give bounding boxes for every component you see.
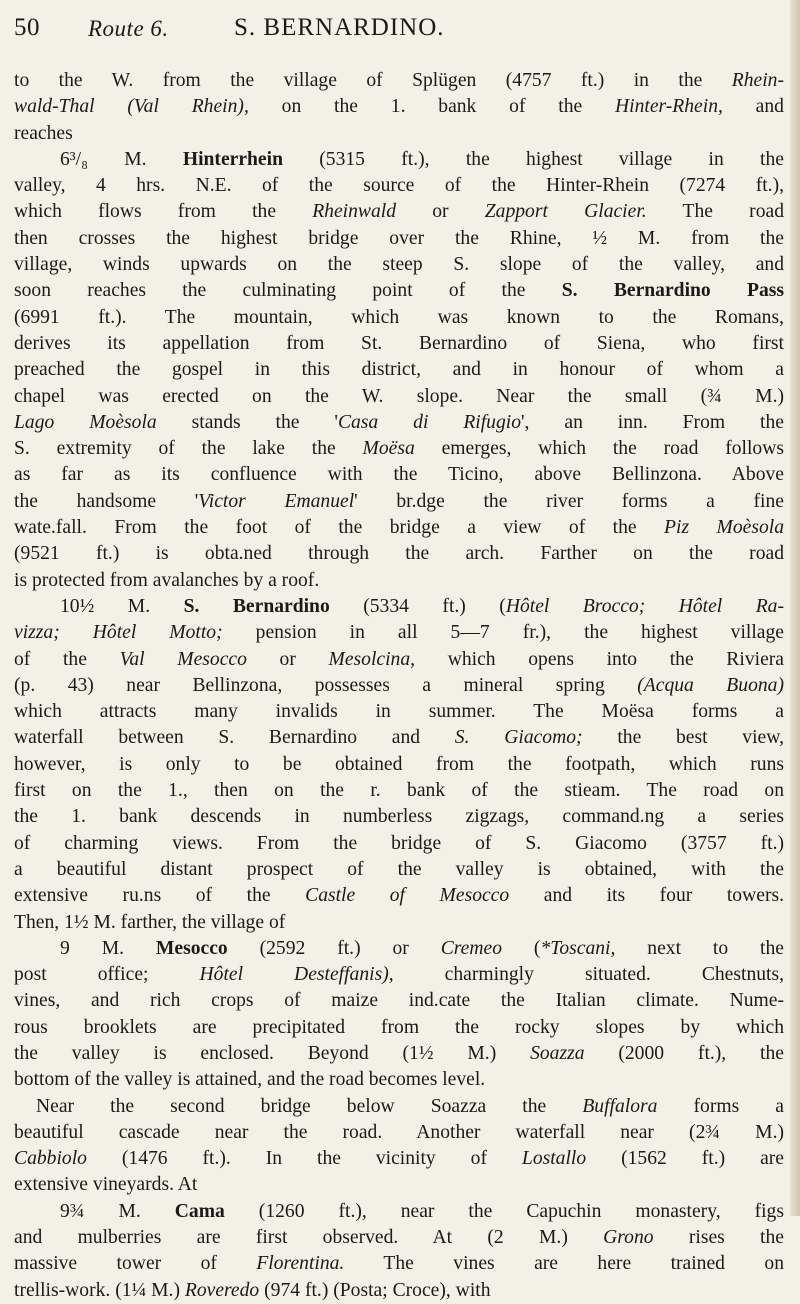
text-line — [14, 462, 784, 488]
text-run: the 1. bank descends in numberless zigzags, command.ng a series — [14, 806, 784, 828]
text-run: wald-Thal (Val Rhein), — [14, 96, 249, 118]
text-run: 10½ M. — [60, 595, 184, 617]
text-run: 9¾ M. — [60, 1200, 175, 1222]
text-line — [14, 147, 784, 173]
text-run: ' br.dge the river forms a fine — [354, 490, 784, 512]
text-line — [14, 384, 784, 410]
text-line — [14, 699, 784, 725]
text-line — [14, 331, 784, 357]
text-line — [14, 436, 784, 462]
text-run: forms a — [657, 1095, 784, 1117]
route-label: Route 6. — [88, 16, 169, 41]
text-run: is protected from avalanches by a roof. — [14, 569, 320, 591]
text-run: emerges, which the road follows — [414, 438, 784, 460]
text-run: of the — [14, 648, 120, 670]
text-run: the handsome ' — [14, 490, 199, 512]
text-run: pension in all 5—7 fr.), the highest village — [222, 622, 784, 644]
text-run: to the W. from the village of Splügen (4757 ft.) in the — [14, 70, 732, 91]
text-line — [14, 857, 784, 883]
text-run: S. extremity of the lake the — [14, 438, 363, 460]
text-run: Hinterrhein — [182, 148, 283, 170]
text-run: Zapport Glacier. — [484, 201, 647, 223]
place-heading: S. BERNARDINO. — [234, 14, 445, 41]
text-run: soon reaches the culminating point of the — [14, 280, 562, 302]
text-line — [14, 94, 784, 120]
text-line — [14, 121, 784, 147]
text-run: valley, 4 hrs. N.E. of the source of the Hinter-Rhein (7274 ft.), — [14, 175, 784, 197]
text-line — [14, 68, 784, 94]
text-run: then crosses the highest bridge over the Rhine, ½ M. from the — [14, 227, 784, 249]
text-run: Buffalora — [582, 1095, 658, 1117]
text-run: (2592 ft.) or — [227, 937, 441, 959]
text-line — [14, 515, 784, 541]
text-line — [14, 1172, 784, 1198]
text-line — [14, 357, 784, 383]
text-line — [14, 910, 784, 936]
text-run: beautiful cascade near the road. Another waterfall near (2¾ M.) — [14, 1121, 784, 1143]
text-line — [14, 988, 784, 1014]
text-run: reaches — [14, 122, 73, 144]
text-line — [14, 647, 784, 673]
text-run: The road — [646, 201, 784, 223]
text-run: extensive vineyards. At — [14, 1174, 198, 1196]
text-line — [14, 725, 784, 751]
text-run: extensive ru.ns of the — [14, 885, 306, 907]
text-run: which opens into the Riviera — [415, 648, 784, 670]
text-run: Cama — [174, 1200, 225, 1222]
text-line — [14, 1225, 784, 1251]
text-run: Hinter-Rhein, — [615, 96, 723, 118]
text-line — [14, 1146, 784, 1172]
text-run: as far as its confluence with the Ticino, above Bellinzona. Above — [14, 464, 784, 486]
text-run: Roveredo — [184, 1279, 260, 1301]
text-run: which flows from the — [14, 201, 313, 223]
text-run: Val Mesocco — [119, 648, 247, 670]
text-run: (5334 ft.) ( — [329, 595, 506, 617]
text-run: preached the gospel in this district, and in honour of whom a — [14, 359, 784, 381]
text-line — [14, 1199, 784, 1225]
text-line — [14, 1067, 784, 1093]
text-line — [14, 936, 784, 962]
text-run: Lostallo — [521, 1148, 587, 1170]
text-run: Casa di Rifugio — [337, 411, 522, 433]
text-line — [14, 305, 784, 331]
text-run: the best view, — [582, 727, 784, 749]
text-run: Rheinwald — [312, 201, 397, 223]
text-run: S. Giacomo; — [454, 727, 583, 749]
text-run: massive tower of — [14, 1253, 257, 1275]
running-header — [14, 14, 774, 50]
text-run: of charming views. From the bridge of S. Giacomo (3757 ft.) — [14, 832, 784, 854]
text-run: waterfall between S. Bernardino and — [14, 727, 455, 749]
text-run: village, winds upwards on the steep S. slope of the valley, and — [14, 254, 784, 276]
text-run: (1562 ft.) are — [586, 1148, 784, 1170]
text-run: (974 ft.) (Posta; Croce), with — [259, 1279, 491, 1301]
text-run: which attracts many invalids in summer. The Moësa forms a — [14, 701, 784, 723]
text-run: Mesocco — [155, 937, 228, 959]
page-number: 50 — [14, 14, 40, 41]
text-run: 6³/₈ M. — [60, 148, 183, 170]
text-run: Near the second bridge below Soazza the — [36, 1095, 583, 1117]
text-line — [14, 252, 784, 278]
text-run: (1476 ft.). In the vicinity of — [86, 1148, 522, 1170]
text-line — [14, 962, 784, 988]
text-line — [14, 1094, 784, 1120]
text-run: or — [246, 648, 329, 670]
text-line — [14, 594, 784, 620]
text-run: stands the ' — [156, 411, 338, 433]
text-line — [14, 831, 784, 857]
text-run: Rhein- — [731, 70, 784, 91]
text-run: a beautiful distant prospect of the valley is obtained, with the — [14, 858, 784, 880]
text-run: chapel was erected on the W. slope. Near the small (¾ M.) — [14, 385, 784, 407]
text-run: S. Bernardino Pass — [561, 280, 784, 302]
text-run: on the 1. bank of the — [248, 96, 615, 118]
text-line — [14, 804, 784, 830]
text-run: trellis-work. (1¼ M.) — [14, 1279, 185, 1301]
text-run: however, is only to be obtained from the footpath, which runs — [14, 753, 784, 775]
text-run: Moësa — [362, 438, 415, 460]
text-run: derives its appellation from St. Bernardino of Siena, who first — [14, 332, 784, 354]
text-run: Victor Emanuel — [198, 490, 355, 512]
text-line — [14, 1015, 784, 1041]
text-run: ( — [502, 937, 541, 959]
text-run: and mulberries are first observed. At (2 M.) — [14, 1227, 604, 1249]
text-run: bottom of the valley is attained, and the road becomes level. — [14, 1069, 486, 1091]
text-run: vines, and rich crops of maize ind.cate the Italian climate. Nume- — [14, 990, 784, 1012]
text-run: Piz Moèsola — [664, 517, 784, 539]
text-run: Castle of Mesocco — [305, 885, 510, 907]
body-text — [14, 68, 784, 1304]
text-line — [14, 883, 784, 909]
text-run: (1260 ft.), near the Capuchin monastery, figs — [224, 1200, 784, 1222]
text-run: 9 M. — [60, 937, 156, 959]
text-line — [14, 1251, 784, 1277]
text-run: vizza; Hôtel Motto; — [14, 622, 223, 644]
text-run: first on the 1., then on the r. bank of the stieam. The road on — [14, 780, 784, 802]
text-run: and its four towers. — [509, 885, 784, 907]
text-run: Hôtel Desteffanis), — [199, 964, 394, 986]
text-run: Cabbiolo — [14, 1148, 87, 1170]
text-run: or — [396, 201, 485, 223]
text-run: (p. 43) near Bellinzona, possesses a mineral spring — [14, 674, 638, 696]
text-line — [14, 1120, 784, 1146]
text-run: (2000 ft.), the — [584, 1042, 784, 1064]
text-run: S. Bernardino — [183, 595, 330, 617]
text-run: The vines are here trained on — [344, 1253, 784, 1275]
text-line — [14, 199, 784, 225]
text-run: and — [722, 96, 784, 118]
text-run: (6991 ft.). The mountain, which was known to the Romans, — [14, 306, 784, 328]
text-line — [14, 541, 784, 567]
text-line — [14, 568, 784, 594]
text-line — [14, 226, 784, 252]
text-line — [14, 489, 784, 515]
text-line — [14, 278, 784, 304]
text-run: Cremeo — [440, 937, 503, 959]
text-run: rises the — [653, 1227, 784, 1249]
text-run: (Acqua Buona) — [637, 674, 784, 696]
text-line — [14, 778, 784, 804]
text-run: the valley is enclosed. Beyond (1½ M.) — [14, 1042, 531, 1064]
text-run: Florentina. — [256, 1253, 345, 1275]
text-line — [14, 673, 784, 699]
text-run: Hôtel Brocco; Hôtel Ra- — [505, 595, 784, 617]
text-run: (5315 ft.), the highest village in the — [282, 148, 784, 170]
text-line — [14, 1041, 784, 1067]
text-run: next to the — [615, 937, 784, 959]
text-line — [14, 410, 784, 436]
text-run: Grono — [603, 1227, 654, 1249]
text-run: Then, 1½ M. farther, the village of — [14, 911, 286, 933]
text-run: wate.fall. From the foot of the bridge a view of the — [14, 517, 665, 539]
text-run: rous brooklets are precipitated from the rocky slopes by which — [14, 1016, 784, 1038]
text-line — [14, 620, 784, 646]
text-run: *Toscani, — [540, 937, 616, 959]
text-run: Soazza — [530, 1042, 585, 1064]
text-line — [14, 173, 784, 199]
text-run: Lago Moèsola — [14, 411, 157, 433]
text-run: post office; — [14, 964, 200, 986]
text-line — [14, 1278, 784, 1304]
text-line — [14, 752, 784, 778]
text-run: Mesolcina, — [328, 648, 416, 670]
text-run: ', an inn. From the — [521, 411, 784, 433]
text-run: charmingly situated. Chestnuts, — [393, 964, 784, 986]
text-run: (9521 ft.) is obta.ned through the arch. Farther on the road — [14, 543, 784, 565]
page-edge — [790, 0, 800, 1216]
